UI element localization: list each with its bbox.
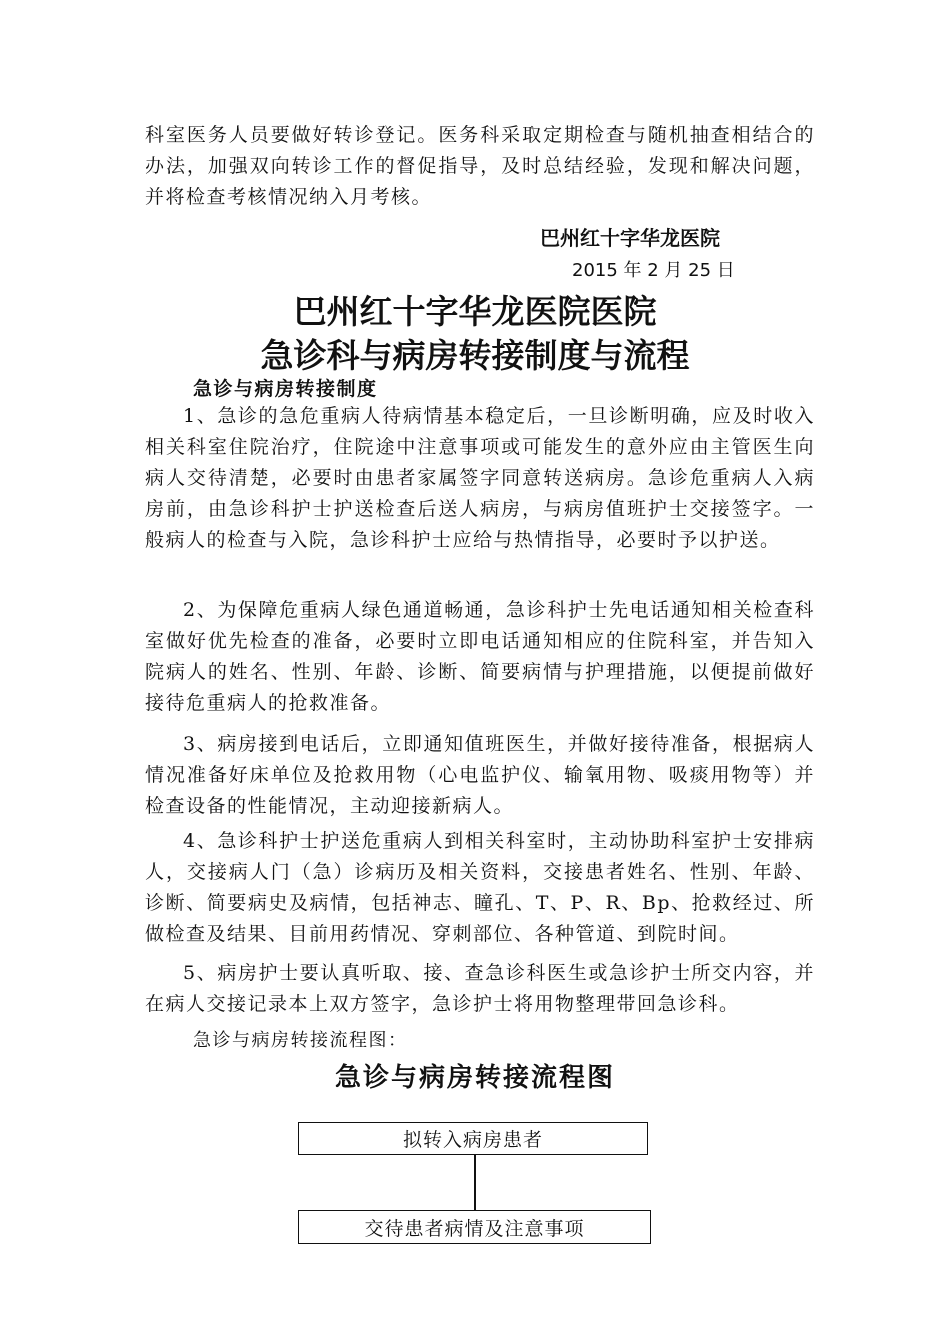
flowchart-title: 急诊与病房转接流程图 — [334, 1063, 615, 1093]
signature-date: 2015 年 2 月 25 日 — [572, 260, 735, 281]
rule-paragraph-3: 3、病房接到电话后，立即通知值班医生，并做好接待准备，根据病人情况准备好床单位及抢救用物（心电监护仪、输氧用物、吸痰用物等）并检查设备的性能情况，主动迎接新病人。 — [145, 733, 815, 817]
document-title-line-2: 急诊科与病房转接制度与流程 — [260, 336, 690, 375]
rule-paragraph-2: 2、为保障危重病人绿色通道畅通，急诊科护士先电话通知相关检查科室做好优先检查的准备，必要时立即电话通知相应的住院科室，并告知入院病人的姓名、性别、年龄、诊断、简要病情与护理措施，以便提前做好接待危重病人的抢救准备。 — [145, 599, 815, 714]
flowchart-step-1 — [298, 1122, 648, 1155]
flowchart-connector — [474, 1155, 476, 1210]
rule-paragraph-5: 5、病房护士要认真听取、接、查急诊科医生或急诊护士所交内容，并在病人交接记录本上双方签字，急诊护士将用物整理带回急诊科。 — [145, 962, 815, 1015]
flowchart-step-1-label: 拟转入病房患者 — [402, 1129, 543, 1151]
section-heading: 急诊与病房转接制度 — [193, 378, 378, 400]
flowchart-step-2 — [298, 1210, 651, 1244]
rule-paragraph-1: 1、急诊的急危重病人待病情基本稳定后，一旦诊断明确，应及时收入相关科室住院治疗，住院途中注意事项或可能发生的意外应由主管医生向病人交待清楚，必要时由患者家属签字同意转送病房。急诊危重病人入病房前，由急诊科护士护送检查后送人病房，与病房值班护士交接签字。一般病人的检查与入院，急诊科护士应给与热情指导，必要时予以护送。 — [145, 405, 815, 551]
flowchart-step-2-label: 交待患者病情及注意事项 — [364, 1217, 585, 1240]
rule-paragraph-4: 4、急诊科护士护送危重病人到相关科室时，主动协助科室护士安排病人，交接病人门（急）诊病历及相关资料，交接患者姓名、性别、年龄、诊断、简要病史及病情，包括神志、瞳孔、T、P、R、Bp、抢救经过、所做检查及结果、目前用药情况、穿刺部位、各种管道、到院时间。 — [145, 830, 815, 945]
intro-paragraph: 科室医务人员要做好转诊登记。医务科采取定期检查与随机抽查相结合的办法，加强双向转诊工作的督促指导，及时总结经验，发现和解决问题，并将检查考核情况纳入月考核。 — [145, 124, 815, 208]
flowchart-intro: 急诊与病房转接流程图： — [193, 1030, 408, 1051]
document-title-line-1: 巴州红十字华龙医院医院 — [293, 292, 657, 331]
signature-hospital-name: 巴州红十字华龙医院 — [540, 226, 720, 250]
